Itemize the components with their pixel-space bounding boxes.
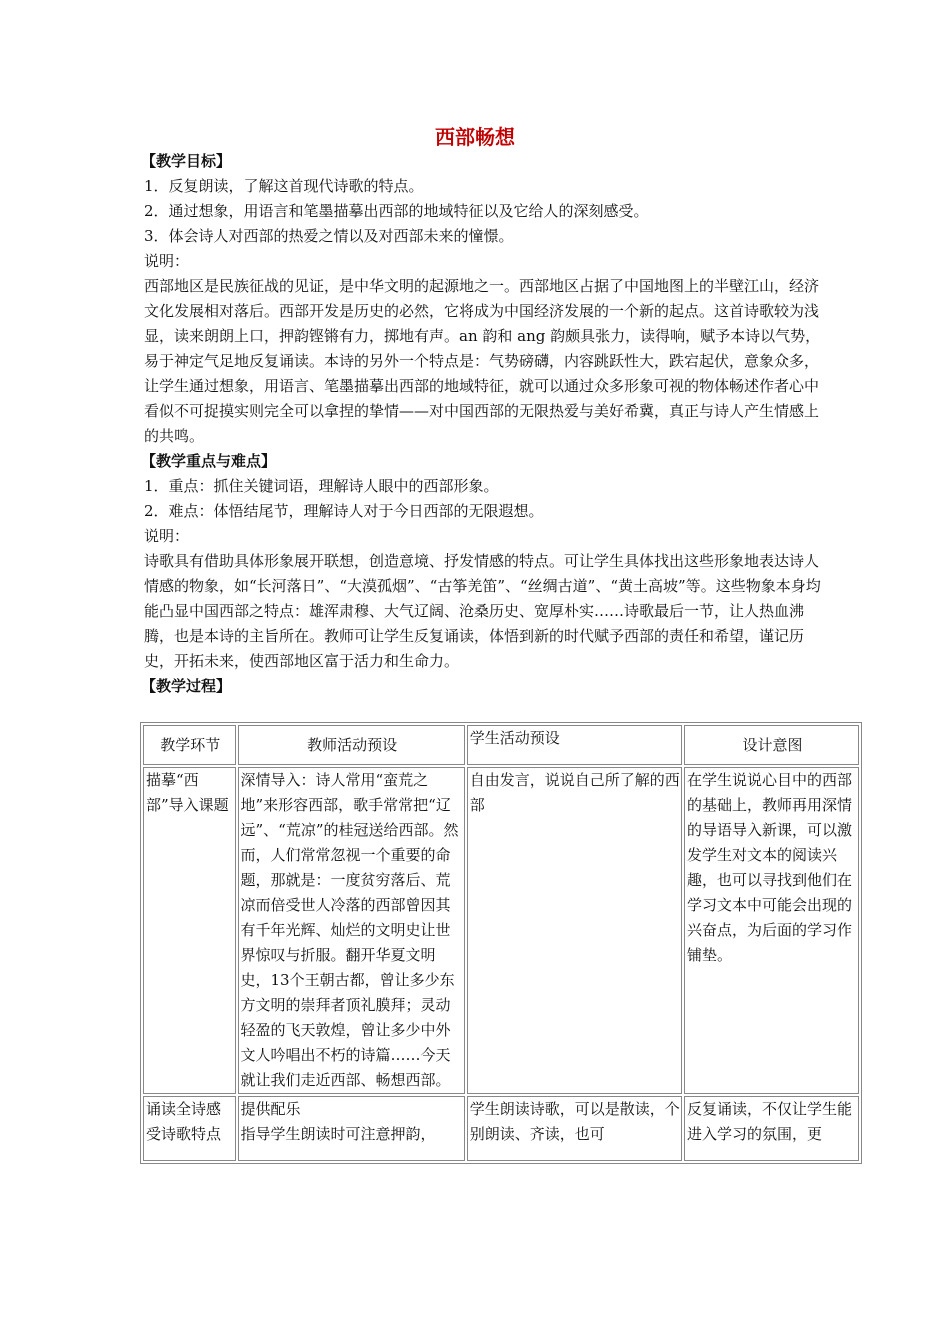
stage-cell: 描摹“西部”导入课题 xyxy=(143,767,236,1094)
key-point-item: 1．重点：抓住关键词语，理解诗人眼中的西部形象。 xyxy=(144,477,499,495)
document-body xyxy=(141,149,824,699)
table-row xyxy=(143,767,859,1094)
student-cell: 自由发言，说说自己所了解的西部 xyxy=(467,767,682,1094)
column-header: 教师活动预设 xyxy=(238,725,465,765)
teacher-text: 提供配乐 指导学生朗读时可注意押韵， xyxy=(240,1100,436,1143)
objectives-heading: 【教学目标】 xyxy=(141,152,232,170)
intent-cell xyxy=(684,1096,859,1161)
page-title: 西部畅想 xyxy=(435,125,515,149)
student-cell xyxy=(467,1096,682,1161)
note-label: 说明： xyxy=(144,527,190,545)
column-header: 设计意图 xyxy=(684,725,859,765)
objectives-note: 西部地区是民族征战的见证，是中华文明的起源地之一。西部地区占据了中国地图上的半壁江山，经济文化发展相对落后。西部开发是历史的必然，它将成为中国经济发展的一个新的起点。这首诗歌较为浅显，读来朗朗上口，押韵铿锵有力，掷地有声。an 韵和 ang 韵颇具张力，读得响，赋予本诗以气势，易于神定气足地反复诵读。本诗的另外一个特点是：气势磅礴，内容跳跃性大，跌宕起伏，意象众多，让学生通过想象，用语言、笔墨描摹出西部的地域特征，就可以通过众多形象可视的物体畅述作者心中看似不可捉摸实则完全可以拿捏的挚情——对中国西部的无限热爱与美好希冀，真正与诗人产生情感上的共鸣。 xyxy=(144,277,821,445)
objective-item: 3．体会诗人对西部的热爱之情以及对西部未来的憧憬。 xyxy=(144,227,514,245)
stage-cell xyxy=(143,1096,236,1161)
objective-item: 2．通过想象，用语言和笔墨描摹出西部的地域特征以及它给人的深刻感受。 xyxy=(144,202,649,220)
column-header: 教学环节 xyxy=(143,725,236,765)
student-text: 学生朗读诗歌，可以是散读，个别朗读、齐读，也可 xyxy=(469,1100,680,1143)
key-point-item: 2．难点：体悟结尾节，理解诗人对于今日西部的无限遐想。 xyxy=(144,502,544,520)
intent-cell: 在学生说说心目中的西部的基础上，教师再用深情的导语导入新课，可以激发学生对文本的阅读兴趣，也可以寻找到他们在学习文本中可能会出现的兴奋点，为后面的学习作铺垫。 xyxy=(684,767,859,1094)
table-header-row xyxy=(143,725,859,765)
table-row xyxy=(143,1096,859,1161)
note-label: 说明： xyxy=(144,252,190,270)
stage-text: 诵读全诗感受诗歌特点 xyxy=(146,1100,222,1143)
process-table xyxy=(140,722,862,1164)
key-points-note: 诗歌具有借助具体形象展开联想，创造意境、抒发情感的特点。可让学生具体找出这些形象地表达诗人情感的物象，如“长河落日”、“大漠孤烟”、“古筝羌笛”、“丝绸古道”、“黄土高坡”等。这些物象本身均能凸显中国西部之特点：雄浑肃穆、大气辽阔、沧桑历史、宽厚朴实……诗歌最后一节，让人热血沸腾，也是本诗的主旨所在。教师可让学生反复诵读，体悟到新的时代赋予西部的责任和希望，谨记历史，开拓未来，使西部地区富于活力和生命力。 xyxy=(144,552,821,670)
intent-text: 反复诵读，不仅让学生能进入学习的氛围，更 xyxy=(686,1100,852,1143)
process-heading: 【教学过程】 xyxy=(141,677,232,695)
column-header: 学生活动预设 xyxy=(467,725,682,765)
objective-item: 1．反复朗读，了解这首现代诗歌的特点。 xyxy=(144,177,424,195)
key-points-heading: 【教学重点与难点】 xyxy=(141,452,277,470)
teacher-cell: 深情导入：诗人常用“蛮荒之地”来形容西部，歌手常常把“辽远”、“荒凉”的桂冠送给西部。然而，人们常常忽视一个重要的命题，那就是：一度贫穷落后、荒凉而倍受世人冷落的西部曾因其有千年光辉、灿烂的文明史让世界惊叹与折服。翻开华夏文明史，13个王朝古都，曾让多少东方文明的崇拜者顶礼膜拜；灵动轻盈的飞天敦煌，曾让多少中外文人吟唱出不朽的诗篇……今天就让我们走近西部、畅想西部。 xyxy=(238,767,465,1094)
teacher-cell xyxy=(238,1096,465,1161)
